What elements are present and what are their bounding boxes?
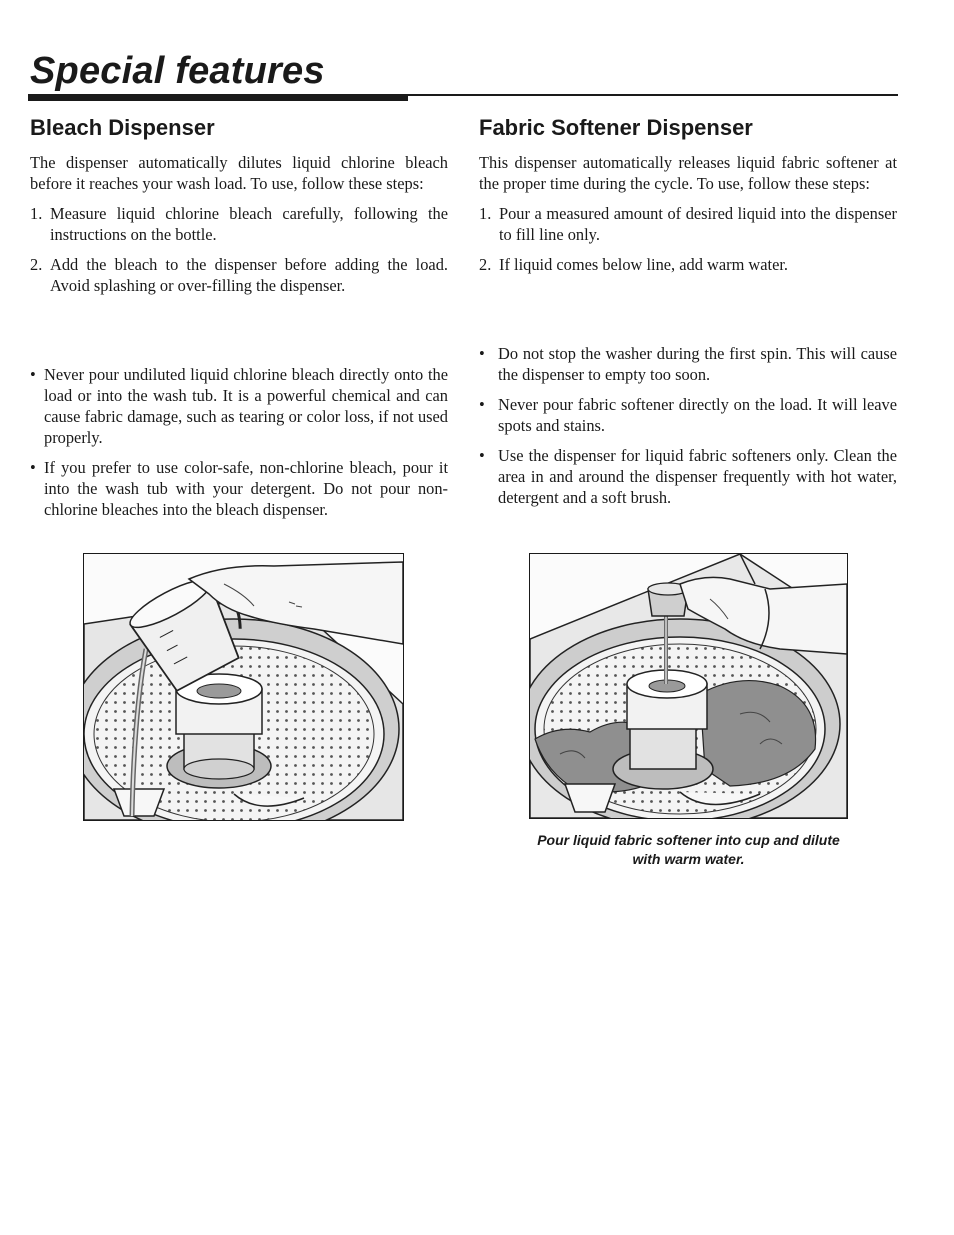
step-number: 1. [30, 204, 43, 223]
step-item [30, 203, 448, 245]
section-heading: Bleach Dispenser [30, 115, 215, 140]
step-list [30, 203, 448, 296]
warning-item [479, 445, 897, 508]
step-number: 2. [479, 255, 492, 274]
bullet-icon: • [30, 365, 36, 384]
softener-pouring-icon [530, 554, 847, 818]
bullet-icon: • [30, 458, 36, 477]
warning-list [30, 364, 448, 529]
warning-item [479, 343, 897, 385]
section-heading: Fabric Softener Dispenser [479, 115, 753, 140]
warning-text: If you prefer to use color-safe, non-chlorine bleach, pour it into the wash tub with your detergent. Do not pour non-chlorine bleaches into the bleach dispenser. [44, 458, 448, 519]
step-item [479, 254, 897, 275]
page-title: Special features [30, 50, 325, 92]
warning-text: Never pour fabric softener directly on the load. It will leave spots and stains. [498, 395, 897, 435]
step-number: 1. [479, 204, 492, 223]
step-text: If liquid comes below line, add warm water. [499, 255, 789, 274]
title-rule-accent [28, 95, 408, 101]
figure-caption: Pour liquid fabric softener into cup and dilute with warm water. [537, 832, 840, 867]
warning-item [30, 364, 448, 448]
warning-text: Use the dispenser for liquid fabric softeners only. Clean the area in and around the dispenser frequently with hot water, detergent and a soft brush. [498, 446, 897, 507]
step-list [479, 203, 897, 275]
step-item [479, 203, 897, 245]
step-text: Measure liquid chlorine bleach carefully, following the instructions on the bottle. [50, 204, 448, 244]
section-intro: The dispenser automatically dilutes liquid chlorine bleach before it reaches your wash load. To use, follow these steps: [30, 153, 448, 193]
bullet-icon: • [479, 446, 485, 465]
bleach-pouring-illustration [83, 553, 404, 821]
section-intro: This dispenser automatically releases liquid fabric softener at the proper time during the cycle. To use, follow these steps: [479, 153, 897, 193]
bleach-dispenser-section [30, 114, 448, 519]
warning-item [30, 457, 448, 520]
step-text: Add the bleach to the dispenser before adding the load. Avoid splashing or over-filling the dispenser. [50, 255, 448, 295]
step-item [30, 254, 448, 296]
step-number: 2. [30, 255, 43, 274]
warning-item [479, 394, 897, 436]
warning-text: Do not stop the washer during the first spin. This will cause the dispenser to empty too soon. [498, 344, 897, 384]
bullet-icon: • [479, 395, 485, 414]
fabric-softener-dispenser-section [479, 114, 897, 507]
softener-pouring-illustration [529, 553, 848, 819]
bleach-pouring-icon [84, 554, 403, 820]
warning-text: Never pour undiluted liquid chlorine bleach directly onto the load or into the wash tub. It is a powerful chemical and can cause fabric damage, such as tearing or color loss, if not used properly. [44, 365, 448, 447]
warning-list [479, 343, 897, 517]
bullet-icon: • [479, 344, 485, 363]
step-text: Pour a measured amount of desired liquid into the dispenser to fill line only. [499, 204, 897, 244]
